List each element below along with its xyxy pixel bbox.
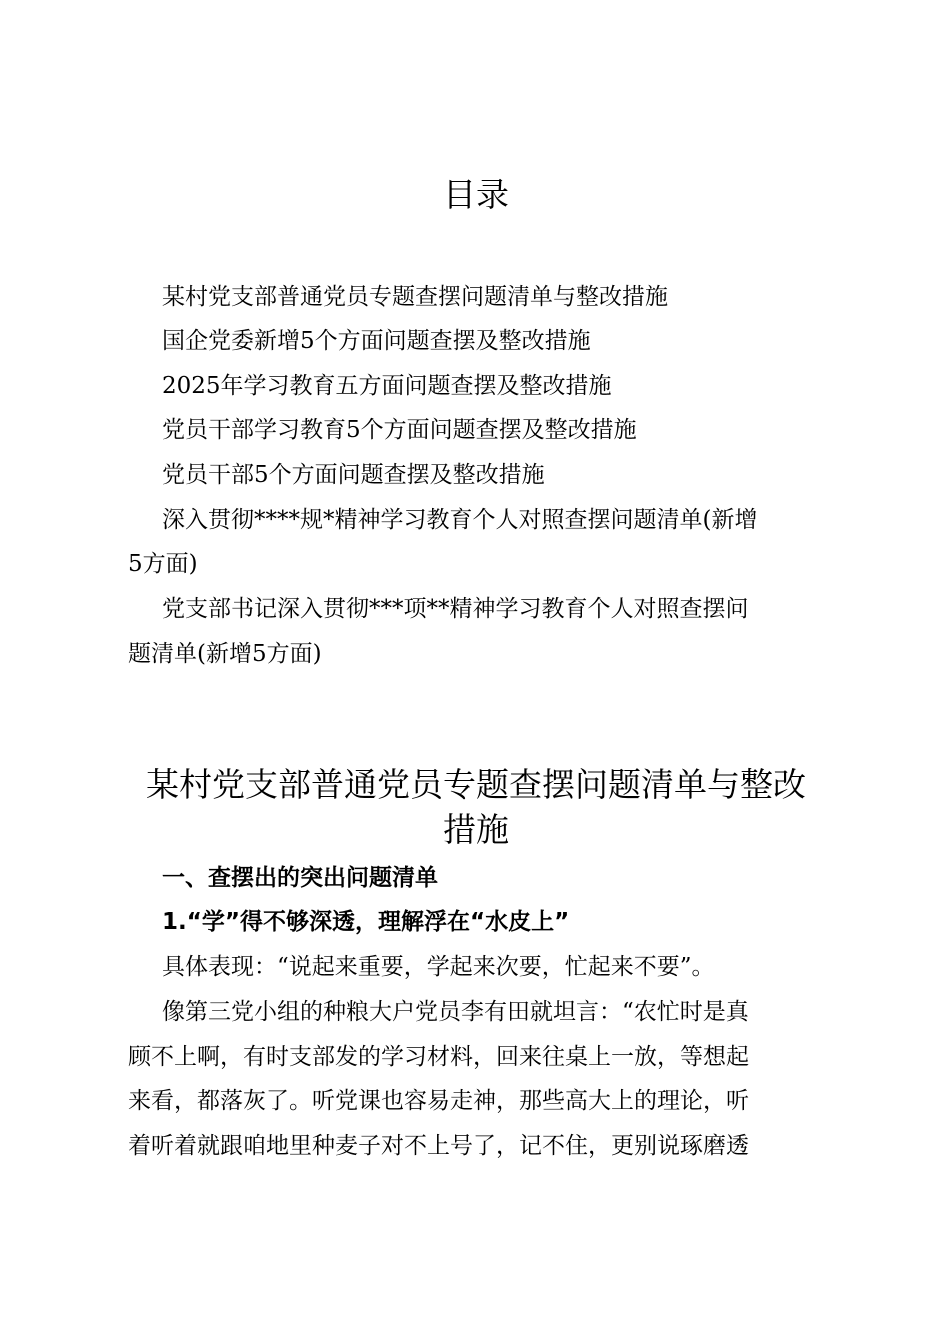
toc-item[interactable]: 党员干部学习教育5个方面问题查摆及整改措施	[162, 417, 637, 443]
toc-item[interactable]: 深入贯彻****规*精神学习教育个人对照查摆问题清单(新增	[162, 507, 758, 533]
article-title: 某村党支部普通党员专题查摆问题清单与整改	[146, 765, 806, 804]
toc-item[interactable]: 国企党委新增5个方面问题查摆及整改措施	[162, 328, 591, 354]
toc-item[interactable]: 2025年学习教育五方面问题查摆及整改措施	[162, 373, 612, 399]
toc-item[interactable]: 党支部书记深入贯彻***项**精神学习教育个人对照查摆问	[162, 596, 749, 622]
body-line: 来看，都落灰了。听党课也容易走神，那些高大上的理论，听	[128, 1088, 749, 1114]
article-title-continuation: 措施	[443, 810, 509, 849]
body-line: 着听着就跟咱地里种麦子对不上号了，记不住，更别说琢磨透	[128, 1133, 749, 1159]
toc-item[interactable]: 党员干部5个方面问题查摆及整改措施	[162, 462, 545, 488]
body-paragraph: 具体表现：“说起来重要，学起来次要，忙起来不要”。	[162, 954, 715, 980]
section-heading: 一、查摆出的突出问题清单	[162, 865, 438, 891]
toc-title: 目录	[443, 175, 509, 214]
body-paragraph: 像第三党小组的种粮大户党员李有田就坦言：“农忙时是真	[162, 999, 749, 1025]
body-line: 顾不上啊，有时支部发的学习材料，回来往桌上一放，等想起	[128, 1044, 749, 1070]
toc-item-continuation[interactable]: 5方面)	[128, 551, 198, 577]
toc-item[interactable]: 某村党支部普通党员专题查摆问题清单与整改措施	[162, 284, 668, 310]
toc-item-continuation[interactable]: 题清单(新增5方面)	[128, 641, 322, 667]
subsection-heading: 1.“学”得不够深透，理解浮在“水皮上”	[162, 909, 570, 935]
